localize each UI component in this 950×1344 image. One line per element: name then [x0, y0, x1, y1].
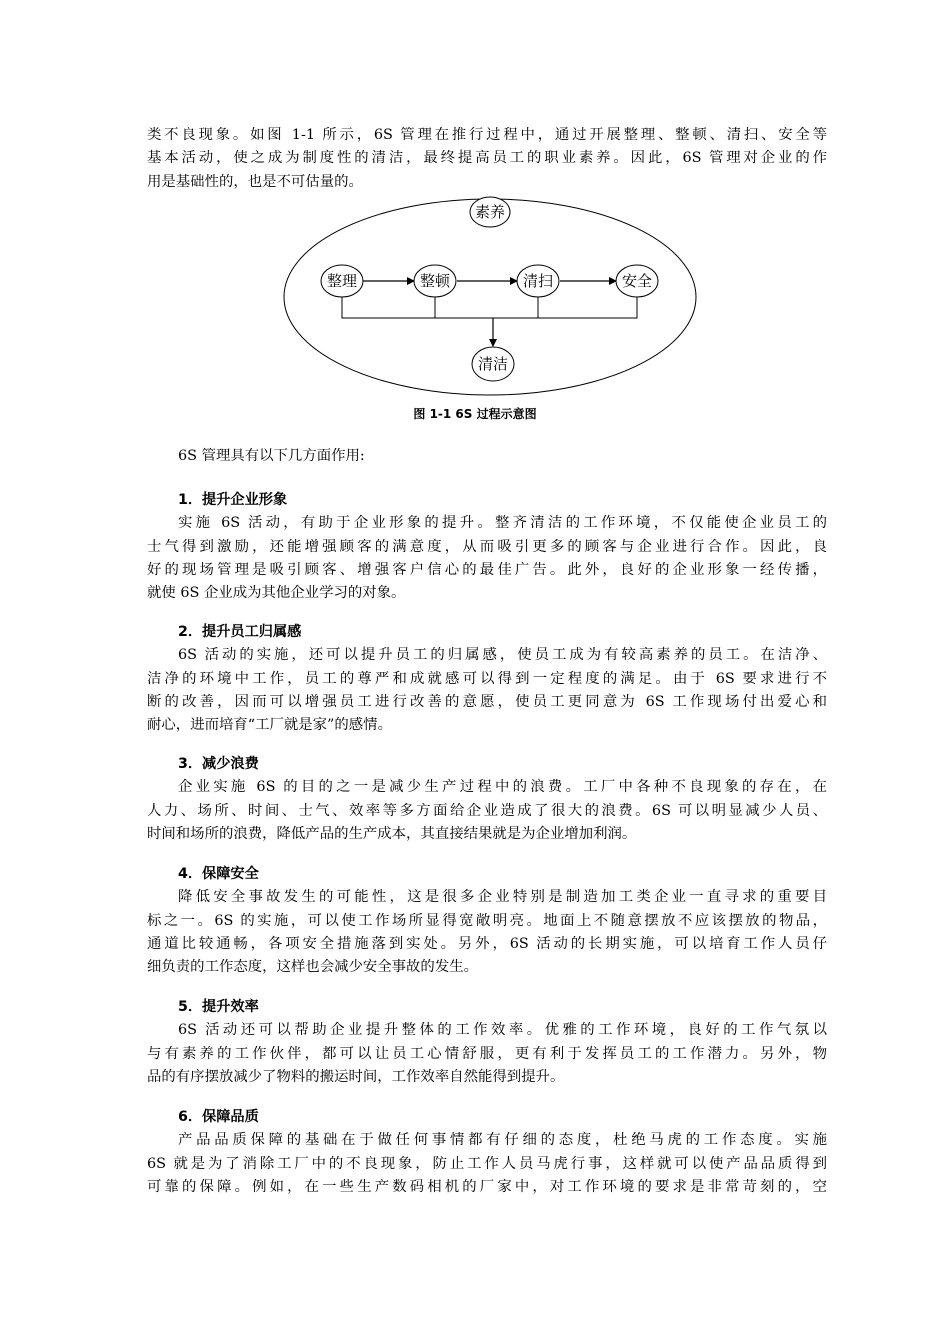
section-line: 产品品质保障的基础在于做任何事情都有仔细的态度，杜绝马虎的工作态度。实施	[178, 1132, 827, 1149]
lead-paragraph	[147, 445, 827, 468]
node-anquan	[616, 265, 658, 297]
section-line: 6S 活动的实施，还可以提升员工的归属感，使员工成为有较高素养的员工。在洁净、	[178, 647, 827, 664]
section-line: 人力、场所、时间、士气、效率等多方面给企业造成了很大的浪费。6S 可以明显减少人员、	[147, 802, 827, 819]
section-line: 标之一。6S 的实施，可以使工作场所显得宽敞明亮。地面上不随意摆放不应该摆放的物品，	[147, 912, 827, 929]
section-heading: 5．提升效率	[178, 999, 259, 1015]
section-line: 6S 活动还可以帮助企业提升整体的工作效率。优雅的工作环境，良好的工作气氛以	[178, 1022, 827, 1039]
section-heading: 3．减少浪费	[178, 756, 259, 772]
section-5	[147, 996, 827, 1089]
section-1	[147, 489, 827, 605]
section-line: 好的现场管理是吸引顾客、增强客户信心的最佳广告。此外，良好的企业形象一经传播，	[147, 561, 827, 578]
section-line: 降低安全事故发生的可能性，这是很多企业特别是制造加工类企业一直寻求的重要目	[178, 889, 827, 906]
section-line: 6S 就是为了消除工厂中的不良现象，防止工作人员马虎行事，这样就可以使产品品质得到	[147, 1155, 827, 1172]
node-qingjie	[472, 347, 514, 381]
section-line: 断的改善，因而可以增强员工进行改善的意愿，使员工更同意为 6S 工作现场付出爱心和	[147, 693, 827, 710]
intro-line: 用是基础性的，也是不可估量的。	[147, 173, 363, 190]
node-qingsao-label: 清扫	[522, 272, 554, 290]
section-line: 时间和场所的浪费，降低产品的生产成本，其直接结果就是为企业增加利润。	[147, 825, 637, 842]
section-6	[147, 1106, 827, 1199]
section-heading: 1．提升企业形象	[178, 492, 288, 508]
section-line: 通道比较通畅，各项安全措施落到实处。另外，6S 活动的长期实施，可以培育工作人员仔	[147, 935, 827, 952]
section-4	[147, 863, 827, 979]
node-qingsao	[517, 265, 559, 297]
section-line: 品的有序摆放减少了物料的搬运时间，工作效率自然能得到提升。	[147, 1068, 565, 1085]
connector-bracket	[342, 297, 637, 318]
section-3	[147, 753, 827, 846]
node-zhengdun-label: 整顿	[419, 272, 451, 290]
section-line: 企业实施 6S 的目的之一是减少生产过程中的浪费。工厂中各种不良现象的存在，在	[178, 779, 827, 796]
node-anquan-label: 安全	[621, 272, 653, 290]
node-suyang	[470, 197, 510, 227]
section-heading: 4．保障安全	[178, 866, 259, 882]
intro-line: 基本活动，使之成为制度性的清洁，最终提高员工的职业素养。因此，6S 管理对企业的作	[147, 150, 827, 167]
lead-line: 6S 管理具有以下几方面作用:	[178, 448, 365, 464]
figure-caption: 图 1-1 6S 过程示意图	[413, 407, 537, 421]
section-line: 士气得到激励，还能增强顾客的满意度，从而吸引更多的顾客与企业进行合作。因此，良	[147, 538, 827, 555]
node-qingjie-label: 清洁	[477, 355, 509, 373]
section-line: 耐心，进而培育“工厂就是家”的感情。	[147, 717, 392, 734]
section-line: 可靠的保障。例如，在一些生产数码相机的厂家中，对工作环境的要求是非常苛刻的，空	[147, 1178, 827, 1195]
section-line: 与有素养的工作伙伴，都可以让员工心情舒服，更有利于发挥员工的工作潜力。另外，物	[147, 1045, 827, 1062]
section-line: 就使 6S 企业成为其他企业学习的对象。	[147, 585, 406, 602]
section-line: 细负责的工作态度，这样也会减少安全事故的发生。	[147, 959, 478, 976]
node-zhengli	[321, 265, 363, 297]
node-zhengli-label: 整理	[326, 272, 358, 290]
section-line: 实施 6S 活动，有助于企业形象的提升。整齐清洁的工作环境，不仅能使企业员工的	[178, 515, 827, 532]
node-suyang-label: 素养	[474, 203, 506, 221]
node-zhengdun	[414, 265, 456, 297]
section-line: 洁净的环境中工作，员工的尊严和成就感可以得到一定程度的满足。由于 6S 要求进行不	[147, 670, 827, 687]
section-heading: 2．提升员工归属感	[178, 624, 302, 640]
section-heading: 6．保障品质	[178, 1109, 259, 1125]
section-2	[147, 621, 827, 737]
6s-process-diagram	[0, 0, 950, 400]
intro-line: 类不良现象。如图 1-1 所示，6S 管理在推行过程中，通过开展整理、整顿、清扫、安全等	[147, 127, 827, 143]
